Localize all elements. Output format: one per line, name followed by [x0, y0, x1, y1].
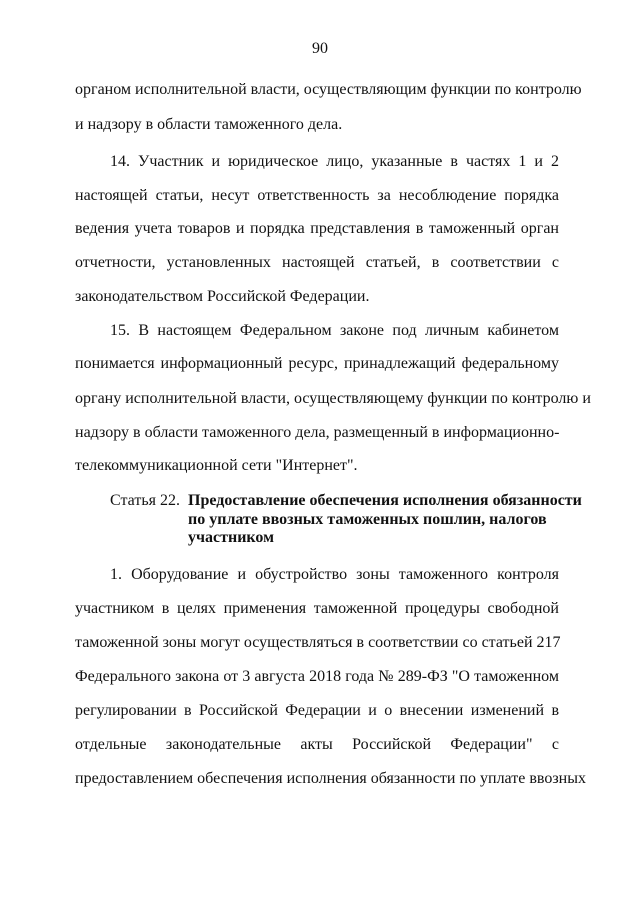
text-line: надзору в области таможенного дела, размещенный в информационно- — [75, 424, 560, 441]
paragraph-1-start: 1. Оборудование и обустройство зоны таможенного контроля — [110, 566, 559, 583]
text-line: и надзору в области таможенного дела. — [75, 116, 343, 133]
article-title-line: участником — [188, 529, 275, 546]
text-line: Федерального закона от 3 августа 2018 года № 289-ФЗ "О таможенном — [75, 668, 559, 685]
paragraph-15-start: 15. В настоящем Федеральном законе под личным кабинетом — [110, 322, 559, 339]
article-label: Статья 22. — [110, 492, 180, 509]
article-title-line: по уплате ввозных таможенных пошлин, налогов — [188, 511, 547, 528]
text-line: предоставлением обеспечения исполнения обязанности по уплате ввозных — [75, 770, 586, 787]
text-line: отдельные законодательные акты Российской Федерации" с — [75, 736, 559, 753]
text-line: ведения учета товаров и порядка представления в таможенный орган — [75, 220, 559, 237]
page-number: 90 — [312, 40, 328, 57]
paragraph-14-start: 14. Участник и юридическое лицо, указанные в частях 1 и 2 — [110, 153, 559, 170]
text-line: телекоммуникационной сети "Интернет". — [75, 457, 358, 474]
text-line: органу исполнительной власти, осуществляющему функции по контролю и — [75, 390, 591, 407]
article-title-line: Предоставление обеспечения исполнения обязанности — [188, 492, 582, 509]
text-line: отчетности, установленных настоящей статьей, в соответствии с — [75, 254, 559, 271]
text-line: законодательством Российской Федерации. — [75, 288, 370, 305]
text-line: таможенной зоны могут осуществляться в соответствии со статьей 217 — [75, 634, 561, 651]
text-line: понимается информационный ресурс, принадлежащий федеральному — [75, 355, 559, 372]
text-line: регулировании в Российской Федерации и о внесении изменений в — [75, 702, 559, 719]
text-line: органом исполнительной власти, осуществляющим функции по контролю — [75, 81, 582, 98]
text-line: настоящей статьи, несут ответственность за несоблюдение порядка — [75, 187, 559, 204]
text-line: участником в целях применения таможенной процедуры свободной — [75, 600, 559, 617]
